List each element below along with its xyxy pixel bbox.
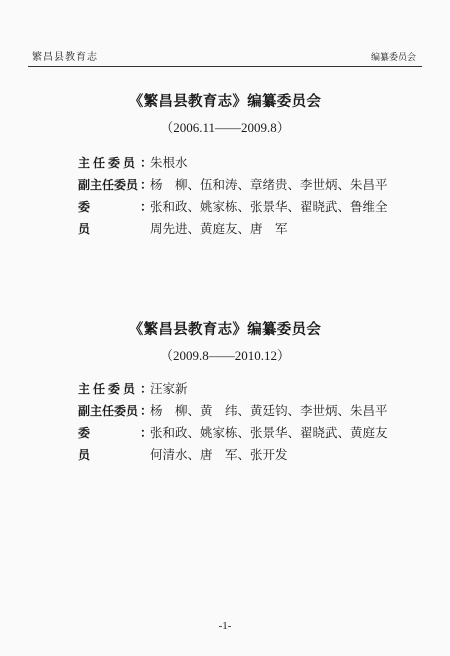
committee-title: 《繁昌县教育志》编纂委员会: [128, 93, 322, 110]
committee-section-1: [0, 90, 450, 136]
deputy-label: 副主任委员: [78, 404, 139, 418]
deputy-row: [78, 174, 408, 196]
deputy-names: 杨 柳、伍和涛、章绪贵、李世炳、朱昌平: [150, 177, 388, 192]
committee-members-2: [78, 378, 408, 466]
colon: ：: [140, 381, 153, 396]
member-names-line-1: 张和政、姚家栋、张景华、翟晓武、黄庭友: [150, 425, 388, 440]
header-divider: [28, 66, 422, 67]
member-names-line-1: 张和政、姚家栋、张景华、翟晓武、鲁维全: [150, 199, 388, 214]
colon: ：: [140, 425, 153, 440]
director-names: 朱根水: [150, 155, 188, 170]
committee-period: （2006.11——2009.8）: [160, 120, 290, 135]
member-row-continued: [78, 218, 408, 240]
director-names: 汪家新: [150, 381, 188, 396]
colon: ：: [140, 155, 153, 170]
header-book-title: 繁昌县教育志: [32, 52, 98, 63]
page-number: -1-: [218, 620, 232, 632]
member-label: 委员: [78, 426, 119, 462]
deputy-names: 杨 柳、黄 纬、黄廷钧、李世炳、朱昌平: [150, 403, 388, 418]
director-label: 主任委员: [78, 382, 139, 396]
header-section-title: 编纂委员会: [370, 53, 416, 63]
deputy-label: 副主任委员: [78, 178, 139, 192]
director-label: 主任委员: [78, 156, 139, 170]
director-row: [78, 378, 408, 400]
colon: ：: [140, 177, 153, 192]
member-names-line-2: 周先进、黄庭友、唐 军: [150, 221, 288, 236]
colon: ：: [140, 199, 153, 214]
director-row: [78, 152, 408, 174]
committee-section-2: [0, 318, 450, 364]
colon: ：: [140, 403, 153, 418]
running-header: [28, 50, 422, 66]
member-names-line-2: 何清水、唐 军、张开发: [150, 447, 288, 462]
member-label: 委员: [78, 200, 119, 236]
committee-title: 《繁昌县教育志》编纂委员会: [128, 321, 322, 338]
committee-members-1: [78, 152, 408, 240]
deputy-row: [78, 400, 408, 422]
member-row-continued: [78, 444, 408, 466]
committee-period: （2009.8——2010.12）: [159, 348, 290, 363]
